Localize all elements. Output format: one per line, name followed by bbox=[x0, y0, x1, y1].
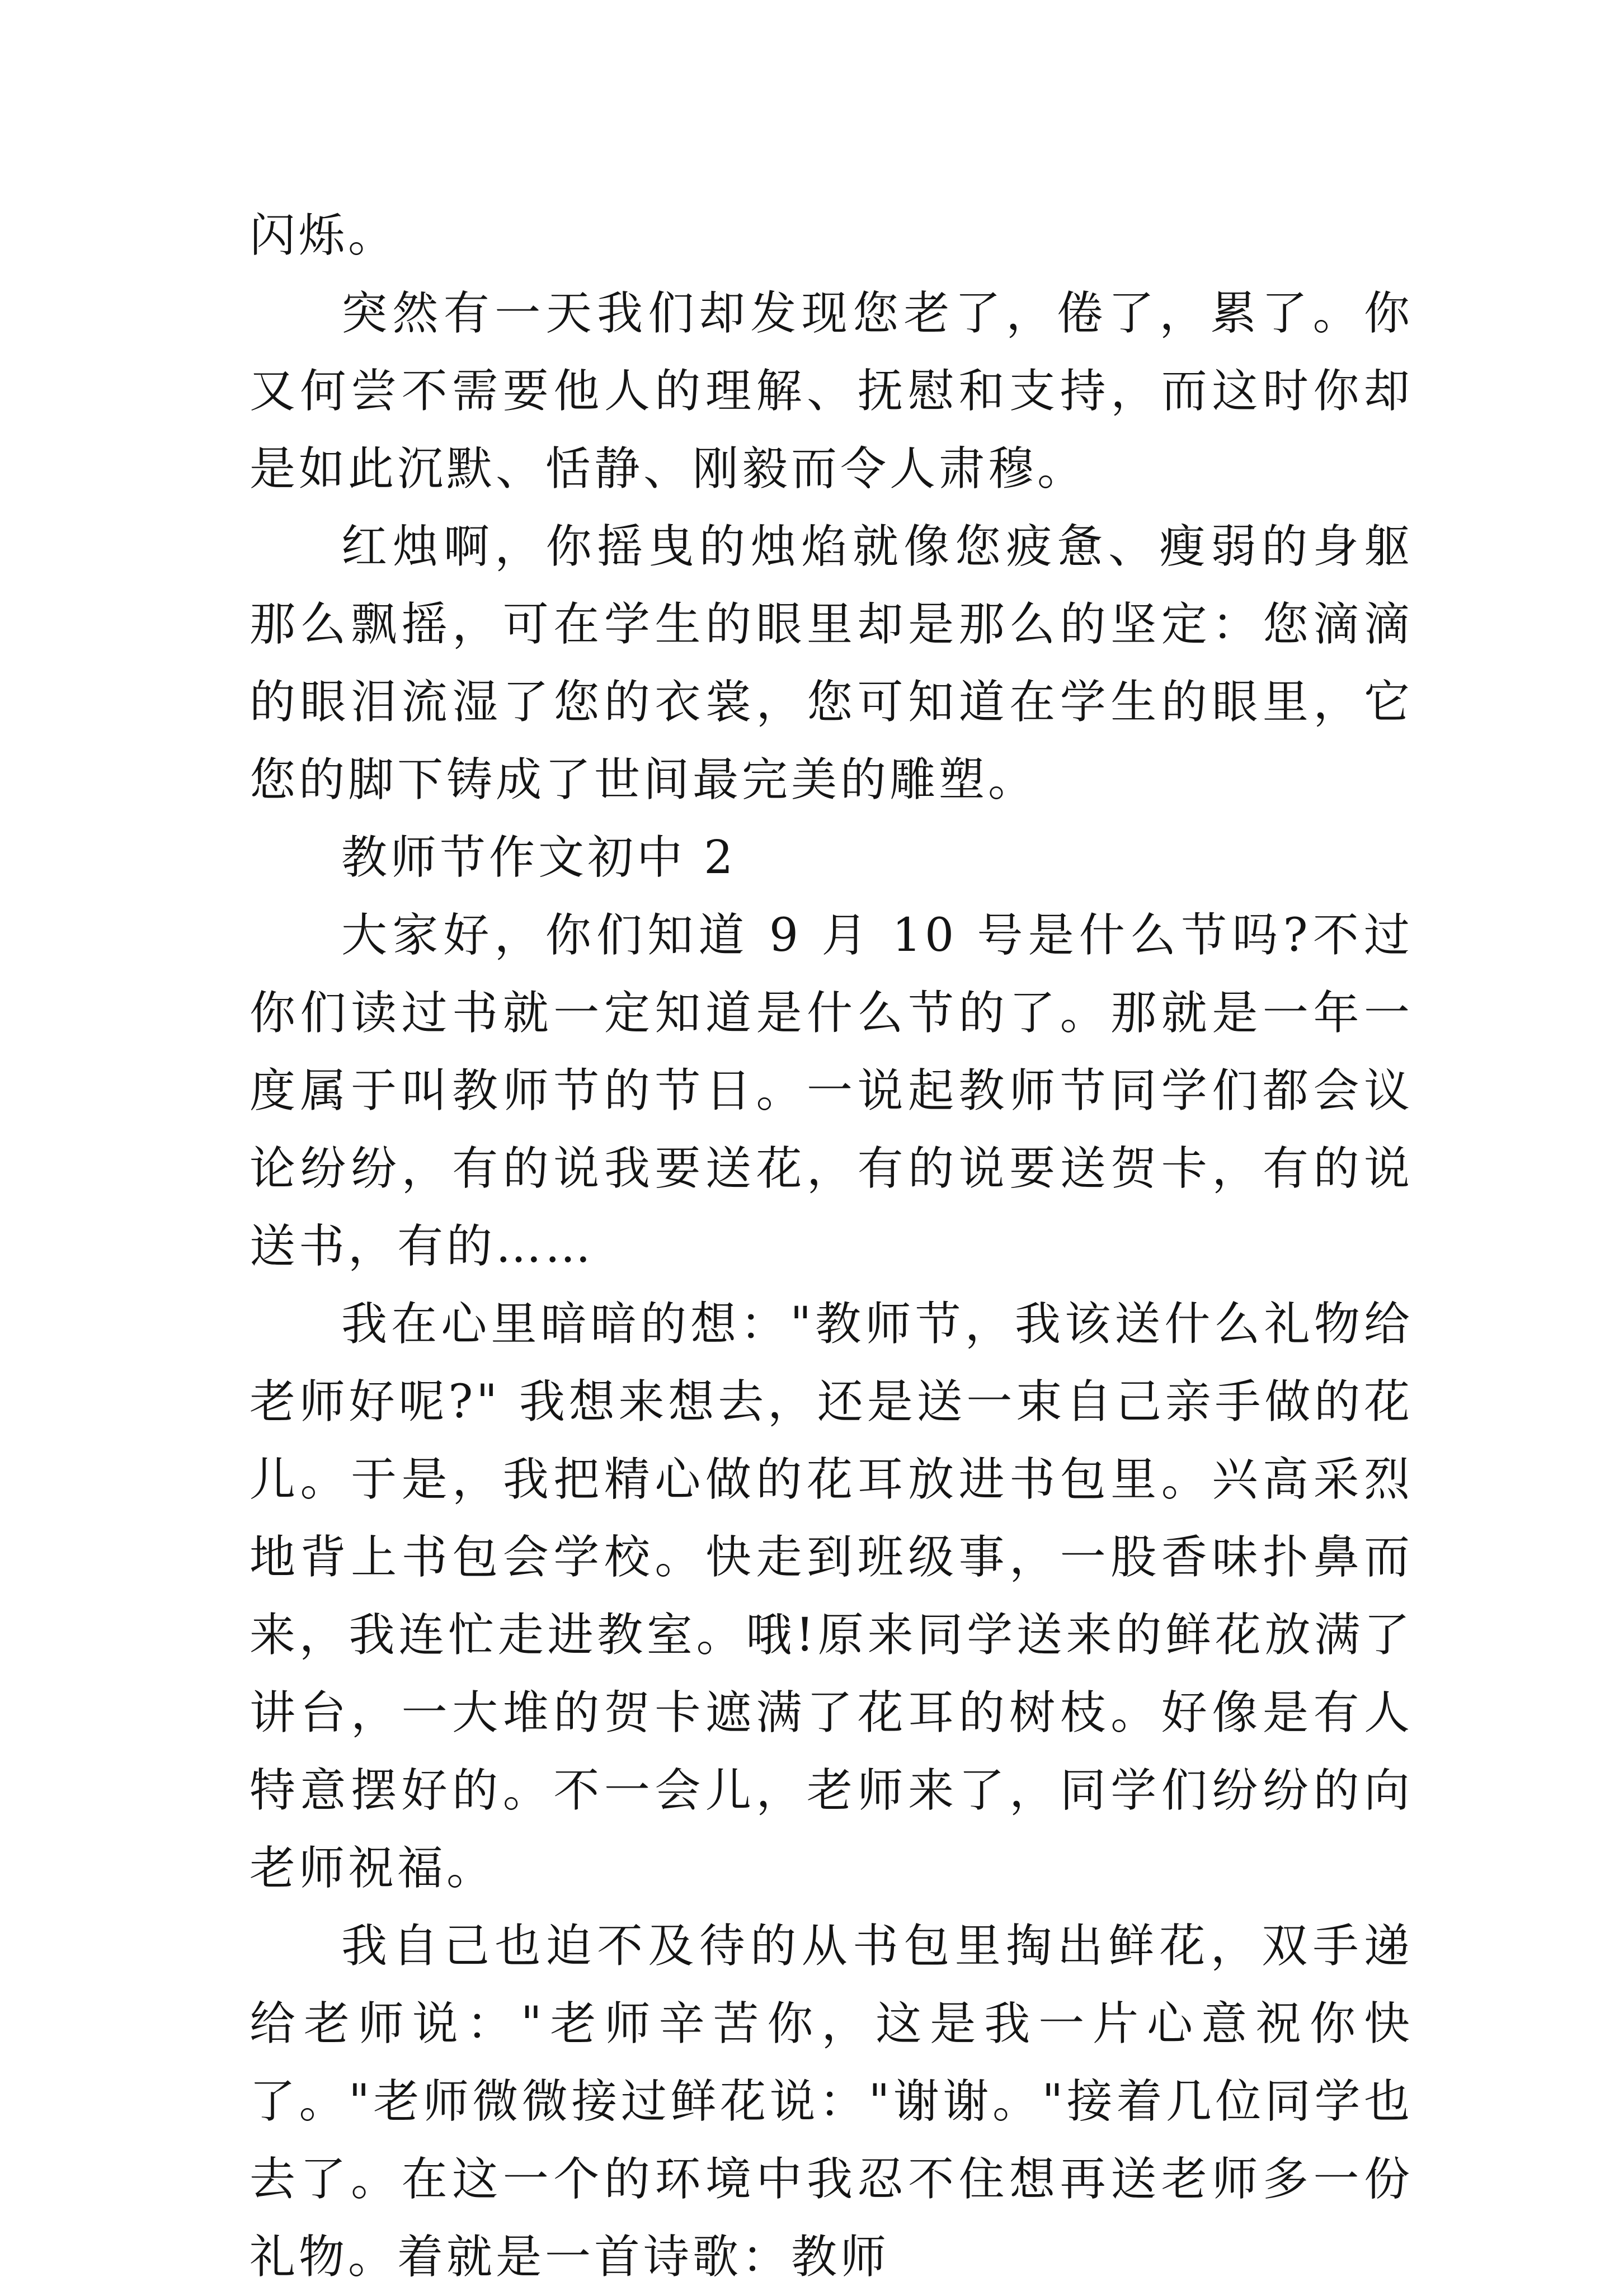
paragraph: 红烛啊，你摇曳的烛焰就像您疲惫、瘦弱的身躯那么飘摇，可在学生的眼里却是那么的坚定：您滴滴的眼泪流湿了您的衣裳，您可知道在学生的眼里，它您的脚下铸成了世间最完美的雕塑。 bbox=[250, 520, 1413, 807]
paragraph: 我自己也迫不及待的从书包里掏出鲜花，双手递给老师说："老师辛苦你，这是我一片心意祝你快了。"老师微微接过鲜花说："谢谢。"接着几位同学也去了。在这一个的环境中我忍不住想再送老师多一份礼物。着就是一首诗歌：教师 bbox=[250, 1920, 1413, 2284]
paragraph: 我在心里暗暗的想："教师节，我该送什么礼物给老师好呢?" 我想来想去，还是送一束自己亲手做的花儿。于是，我把精心做的花耳放进书包里。兴高采烈地背上书包会学校。快走到班级事，一股香味扑鼻而来，我连忙走进教室。哦!原来同学送来的鲜花放满了讲台，一大堆的贺卡遮满了花耳的树枝。好像是有人特意摆好的。不一会儿，老师来了，同学们纷纷的向老师祝福。 bbox=[250, 1298, 1413, 1895]
section-heading: 教师节作文初中 2 bbox=[341, 831, 737, 884]
document-body bbox=[250, 197, 1413, 2296]
paragraph: 大家好，你们知道 9 月 10 号是什么节吗?不过你们读过书就一定知道是什么节的了。那就是一年一度属于叫教师节的节日。一说起教师节同学们都会议论纷纷，有的说我要送花，有的说要送贺卡，有的说送书，有的…… bbox=[250, 909, 1413, 1273]
paragraph-continued: 闪烁。 bbox=[250, 209, 398, 262]
paragraph: 突然有一天我们却发现您老了，倦了，累了。你又何尝不需要他人的理解、抚慰和支持，而这时你却是如此沉默、恬静、刚毅而令人肃穆。 bbox=[250, 287, 1413, 496]
